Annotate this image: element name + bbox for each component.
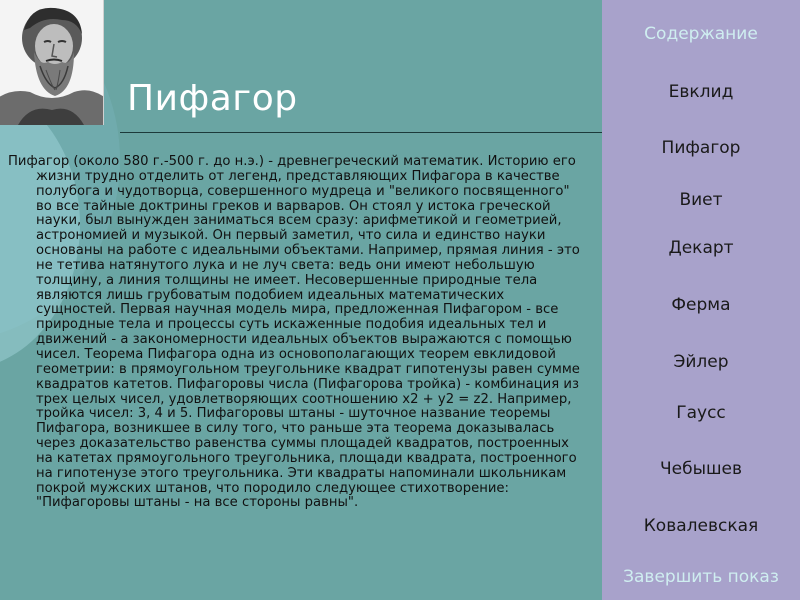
nav-contents-link[interactable]: Содержание (644, 24, 758, 44)
end-show-link[interactable]: Завершить показ (623, 567, 779, 587)
slide-title: Пифагор (127, 78, 298, 119)
nav-item-kovalevskaya[interactable]: Ковалевская (643, 516, 759, 536)
bust-icon (0, 0, 103, 125)
nav-item-viete[interactable]: Виет (679, 190, 723, 210)
biography-text: Пифагор (около 580 г.-500 г. до н.э.) - древнегреческий математик. Историю его жизни трудно отделить от легенд, представляющих Пифагора в качестве полубога и чудотворца, совершенного мудреца и "великого посвященного" во все тайные доктрины греков и варваров. Он стоял у истока греческой науки, был вынужден заниматься всем сразу: арифметикой и геометрией, астрономией и музыкой. Он первый заметил, что сила и единство науки основаны на работе с идеальными объектами. Например, прямая линия - это не тетива натянутого лука и не луч света: ведь они имеют небольшую толщину, а линия толщины не имеет. Несовершенные природные тела являются лишь грубоватым подобием идеальных математических сущностей. Первая научная модель мира, предложенная Пифагором - все природные тела и процессы суть искаженные подобия идеальных тел и движений - а закономерности идеальных объектов выражаются с помощью чисел. Теорема Пифагора одна из основополагающих теорем евклидовой геометрии: в прямоугольном треугольнике квадрат гипотенузы равен сумме квадратов катетов. Пифагоровы числа (Пифагорова тройка) - комбинация из трех целых чисел, удовлетворяющих соотношению x2 + y2 = z2. Например, тройка чисел: 3, 4 и 5. Пифагоровы штаны - шуточное название теоремы Пифагора, возникшее в силу того, что раньше эта теорема доказывалась через доказательство равенства суммы площадей квадратов, построенных на катетах прямоугольного треугольника, площади квадрата, построенного на гипотенузе этого треугольника. Эти квадраты напоминали школьникам покрой мужских штанов, что породило следующее стихотворение: "Пифагоровы штаны - на все стороны равны". (8, 154, 580, 511)
nav-item-descartes[interactable]: Декарт (668, 238, 734, 258)
nav-item-fermat[interactable]: Ферма (671, 295, 731, 315)
nav-item-pythagoras[interactable]: Пифагор (661, 138, 741, 158)
nav-item-euler[interactable]: Эйлер (673, 352, 729, 372)
pythagoras-bust-image (0, 0, 104, 125)
navigation-panel (602, 0, 800, 600)
nav-item-euclid[interactable]: Евклид (668, 82, 734, 102)
nav-item-gauss[interactable]: Гаусс (676, 403, 726, 423)
title-divider (120, 132, 602, 133)
nav-item-chebyshev[interactable]: Чебышев (659, 459, 743, 479)
